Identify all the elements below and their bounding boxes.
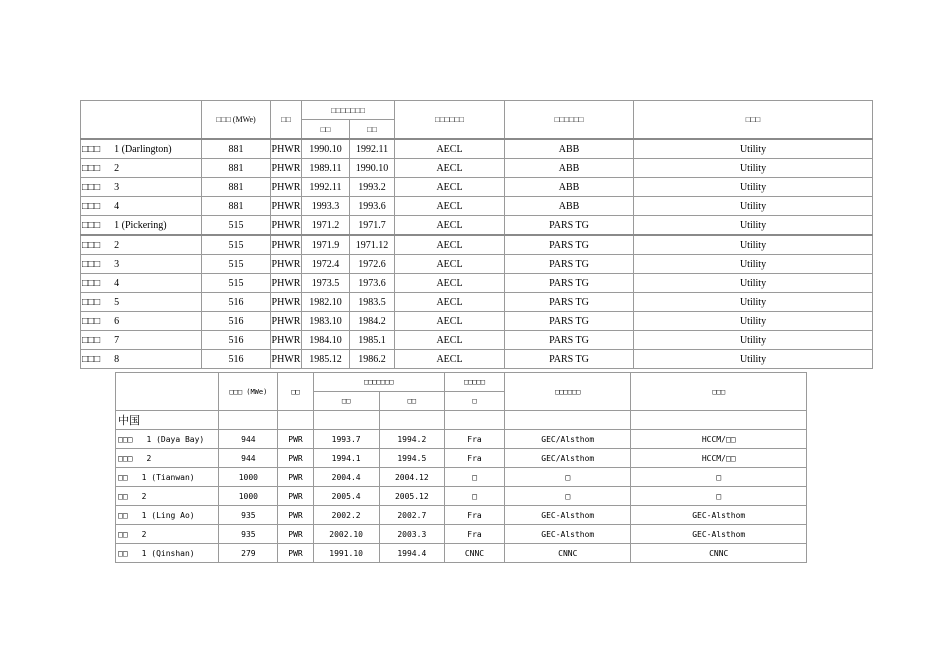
unit-name-cell [81, 178, 202, 197]
capacity-cell: 1000 [219, 487, 278, 506]
end-date-cell: 1993.6 [350, 197, 395, 216]
header-date1: □□ [302, 120, 350, 140]
designer-cell: □ [444, 487, 504, 506]
capacity-cell: 881 [202, 139, 271, 159]
table-header-row [116, 373, 807, 392]
table-row [116, 449, 807, 468]
builder-cell: Utility [634, 350, 873, 369]
unit-number: 1 (Pickering) [114, 219, 167, 231]
turbine-cell: GEC/Alsthom [505, 430, 631, 449]
unit-prefix: □□□ [82, 296, 101, 308]
unit-name-cell [116, 430, 219, 449]
turbine-cell: PARS TG [505, 235, 634, 255]
end-date-cell: 2002.7 [379, 506, 444, 525]
type-cell: PHWR [271, 331, 302, 350]
type-cell: PHWR [271, 178, 302, 197]
type-cell: PHWR [271, 216, 302, 236]
end-date-cell: 2005.12 [379, 487, 444, 506]
unit-prefix: □□ [118, 472, 128, 482]
start-date-cell: 2002.2 [313, 506, 379, 525]
unit-number: 4 [114, 200, 120, 212]
unit-name-cell [81, 255, 202, 274]
builder-cell: Utility [634, 197, 873, 216]
unit-prefix: □□□ [82, 181, 101, 193]
type-cell: PHWR [271, 235, 302, 255]
start-date-cell: 1992.11 [302, 178, 350, 197]
country-label: 中国 [116, 411, 219, 430]
capacity-cell: 516 [202, 331, 271, 350]
builder-cell: GEC-Alsthom [631, 506, 807, 525]
unit-name-cell [81, 197, 202, 216]
table-row [116, 487, 807, 506]
end-date-cell: 1994.4 [379, 544, 444, 563]
table-row [81, 293, 873, 312]
unit-prefix: □□□ [118, 453, 133, 463]
end-date-cell: 1994.2 [379, 430, 444, 449]
designer-cell: AECL [395, 274, 505, 293]
designer-cell: AECL [395, 350, 505, 369]
unit-number: 8 [114, 353, 120, 365]
start-date-cell: 1993.7 [313, 430, 379, 449]
designer-cell: AECL [395, 216, 505, 236]
designer-cell: CNNC [444, 544, 504, 563]
unit-number: 1 (Tianwan) [141, 472, 195, 482]
capacity-cell: 515 [202, 255, 271, 274]
designer-cell: AECL [395, 312, 505, 331]
unit-number: 2 [146, 453, 152, 463]
table-row [81, 312, 873, 331]
table-row [81, 331, 873, 350]
table-row [81, 255, 873, 274]
unit-name-cell [81, 235, 202, 255]
capacity-cell: 935 [219, 506, 278, 525]
table-row [81, 139, 873, 159]
turbine-cell: ABB [505, 159, 634, 178]
type-cell: PWR [278, 468, 313, 487]
header-date2: □□ [379, 392, 444, 411]
table-body [116, 430, 807, 563]
start-date-cell: 1982.10 [302, 293, 350, 312]
header-date2: □□ [350, 120, 395, 140]
unit-number: 5 [114, 296, 120, 308]
unit-name-cell [116, 468, 219, 487]
unit-number: 1 (Daya Bay) [146, 434, 205, 444]
turbine-cell: PARS TG [505, 293, 634, 312]
unit-prefix: □□□ [82, 219, 101, 231]
capacity-cell: 279 [219, 544, 278, 563]
builder-cell: Utility [634, 331, 873, 350]
designer-cell: AECL [395, 255, 505, 274]
builder-cell: CNNC [631, 544, 807, 563]
designer-cell: Fra [444, 449, 504, 468]
unit-name-cell [116, 487, 219, 506]
type-cell: PHWR [271, 350, 302, 369]
header-dates-group: □□□□□□□ [302, 101, 395, 120]
table-header-row [81, 101, 873, 120]
table-row [81, 216, 873, 236]
type-cell: PHWR [271, 293, 302, 312]
turbine-cell: GEC-Alsthom [505, 506, 631, 525]
table-row [116, 468, 807, 487]
end-date-cell: 1984.2 [350, 312, 395, 331]
builder-cell: GEC-Alsthom [631, 525, 807, 544]
unit-prefix: □□□ [82, 143, 101, 155]
header-type: □□ [271, 101, 302, 140]
unit-number: 7 [114, 334, 120, 346]
builder-cell: Utility [634, 274, 873, 293]
type-cell: PWR [278, 506, 313, 525]
table-row [116, 430, 807, 449]
builder-cell: □ [631, 487, 807, 506]
unit-prefix: □□ [118, 548, 128, 558]
builder-cell: Utility [634, 235, 873, 255]
country-row [116, 411, 807, 430]
start-date-cell: 1993.3 [302, 197, 350, 216]
capacity-cell: 516 [202, 293, 271, 312]
start-date-cell: 1990.10 [302, 139, 350, 159]
header-name-cell [81, 101, 202, 140]
end-date-cell: 1986.2 [350, 350, 395, 369]
builder-cell: Utility [634, 159, 873, 178]
designer-cell: Fra [444, 506, 504, 525]
end-date-cell: 1993.2 [350, 178, 395, 197]
header-designer: □□□□□ [444, 373, 504, 392]
turbine-cell: PARS TG [505, 216, 634, 236]
unit-number: 2 [114, 239, 120, 251]
turbine-cell: ABB [505, 197, 634, 216]
type-cell: PHWR [271, 139, 302, 159]
unit-prefix: □□□ [82, 258, 101, 270]
unit-prefix: □□ [118, 529, 128, 539]
type-cell: PHWR [271, 255, 302, 274]
header-turbine: □□□□□□ [505, 101, 634, 140]
start-date-cell: 1971.9 [302, 235, 350, 255]
unit-name-cell [116, 544, 219, 563]
capacity-cell: 944 [219, 430, 278, 449]
designer-cell: AECL [395, 235, 505, 255]
header-designer: □□□□□□ [395, 101, 505, 140]
unit-prefix: □□□ [82, 353, 101, 365]
table-row [81, 235, 873, 255]
type-cell: PHWR [271, 197, 302, 216]
turbine-cell: PARS TG [505, 331, 634, 350]
start-date-cell: 1989.11 [302, 159, 350, 178]
turbine-cell: CNNC [505, 544, 631, 563]
unit-name-cell [81, 312, 202, 331]
header-designer-cont: □ [444, 392, 504, 411]
unit-name-cell [81, 331, 202, 350]
builder-cell: □ [631, 468, 807, 487]
builder-cell: HCCM/□□ [631, 430, 807, 449]
start-date-cell: 1971.2 [302, 216, 350, 236]
end-date-cell: 1992.11 [350, 139, 395, 159]
header-turbine: □□□□□□ [505, 373, 631, 411]
unit-number: 3 [114, 181, 120, 193]
start-date-cell: 1983.10 [302, 312, 350, 331]
table-row [81, 197, 873, 216]
unit-name-cell [81, 350, 202, 369]
start-date-cell: 2002.10 [313, 525, 379, 544]
capacity-cell: 516 [202, 350, 271, 369]
end-date-cell: 1985.1 [350, 331, 395, 350]
start-date-cell: 1972.4 [302, 255, 350, 274]
unit-name-cell [81, 159, 202, 178]
end-date-cell: 1973.6 [350, 274, 395, 293]
reactor-table-canada [80, 100, 873, 369]
unit-prefix: □□□ [82, 239, 101, 251]
unit-name-cell [81, 216, 202, 236]
designer-cell: Fra [444, 430, 504, 449]
start-date-cell: 1985.12 [302, 350, 350, 369]
end-date-cell: 2004.12 [379, 468, 444, 487]
start-date-cell: 1984.10 [302, 331, 350, 350]
header-dates-group: □□□□□□□ [313, 373, 444, 392]
end-date-cell: 1983.5 [350, 293, 395, 312]
designer-cell: Fra [444, 525, 504, 544]
table-row [81, 350, 873, 369]
unit-number: 1 (Qinshan) [141, 548, 195, 558]
capacity-cell: 515 [202, 274, 271, 293]
start-date-cell: 1991.10 [313, 544, 379, 563]
table-row [81, 178, 873, 197]
builder-cell: Utility [634, 293, 873, 312]
turbine-cell: GEC/Alsthom [505, 449, 631, 468]
unit-name-cell [116, 525, 219, 544]
designer-cell: AECL [395, 197, 505, 216]
unit-name-cell [116, 506, 219, 525]
unit-number: 6 [114, 315, 120, 327]
capacity-cell: 881 [202, 159, 271, 178]
turbine-cell: ABB [505, 139, 634, 159]
header-name-cell [116, 373, 219, 411]
header-builder: □□□ [634, 101, 873, 140]
type-cell: PHWR [271, 159, 302, 178]
unit-prefix: □□□ [82, 277, 101, 289]
type-cell: PWR [278, 525, 313, 544]
type-cell: PHWR [271, 274, 302, 293]
builder-cell: Utility [634, 312, 873, 331]
type-cell: PWR [278, 487, 313, 506]
header-capacity: □□□ (MWe) [202, 101, 271, 140]
unit-number: 1 (Ling Ao) [141, 510, 195, 520]
unit-number: 2 [141, 529, 147, 539]
builder-cell: Utility [634, 216, 873, 236]
type-cell: PWR [278, 430, 313, 449]
turbine-cell: PARS TG [505, 350, 634, 369]
capacity-cell: 515 [202, 216, 271, 236]
start-date-cell: 2004.4 [313, 468, 379, 487]
end-date-cell: 1994.5 [379, 449, 444, 468]
unit-prefix: □□□ [82, 162, 101, 174]
turbine-cell: PARS TG [505, 312, 634, 331]
builder-cell: Utility [634, 178, 873, 197]
unit-prefix: □□□ [82, 334, 101, 346]
unit-prefix: □□□ [82, 315, 101, 327]
designer-cell: □ [444, 468, 504, 487]
header-type: □□ [278, 373, 313, 411]
capacity-cell: 516 [202, 312, 271, 331]
start-date-cell: 1973.5 [302, 274, 350, 293]
type-cell: PWR [278, 449, 313, 468]
builder-cell: HCCM/□□ [631, 449, 807, 468]
type-cell: PWR [278, 544, 313, 563]
capacity-cell: 881 [202, 197, 271, 216]
end-date-cell: 1971.7 [350, 216, 395, 236]
capacity-cell: 1000 [219, 468, 278, 487]
header-builder: □□□ [631, 373, 807, 411]
header-date1: □□ [313, 392, 379, 411]
start-date-cell: 2005.4 [313, 487, 379, 506]
unit-number: 1 (Darlington) [114, 143, 172, 155]
unit-name-cell [81, 139, 202, 159]
designer-cell: AECL [395, 178, 505, 197]
table-row [116, 525, 807, 544]
designer-cell: AECL [395, 159, 505, 178]
end-date-cell: 2003.3 [379, 525, 444, 544]
unit-name-cell [81, 274, 202, 293]
table-row [81, 159, 873, 178]
builder-cell: Utility [634, 139, 873, 159]
table-body [81, 139, 873, 369]
unit-prefix: □□ [118, 491, 128, 501]
type-cell: PHWR [271, 312, 302, 331]
capacity-cell: 515 [202, 235, 271, 255]
unit-number: 3 [114, 258, 120, 270]
capacity-cell: 881 [202, 178, 271, 197]
unit-number: 4 [114, 277, 120, 289]
unit-name-cell [81, 293, 202, 312]
reactor-table-china [115, 372, 807, 563]
unit-prefix: □□□ [118, 434, 133, 444]
turbine-cell: □ [505, 487, 631, 506]
unit-number: 2 [114, 162, 120, 174]
turbine-cell: GEC-Alsthom [505, 525, 631, 544]
designer-cell: AECL [395, 293, 505, 312]
designer-cell: AECL [395, 331, 505, 350]
end-date-cell: 1972.6 [350, 255, 395, 274]
unit-name-cell [116, 449, 219, 468]
turbine-cell: ABB [505, 178, 634, 197]
unit-prefix: □□□ [82, 200, 101, 212]
builder-cell: Utility [634, 255, 873, 274]
header-capacity: □□□ (MWe) [219, 373, 278, 411]
table-row [116, 544, 807, 563]
unit-prefix: □□ [118, 510, 128, 520]
turbine-cell: PARS TG [505, 274, 634, 293]
end-date-cell: 1990.10 [350, 159, 395, 178]
end-date-cell: 1971.12 [350, 235, 395, 255]
capacity-cell: 944 [219, 449, 278, 468]
turbine-cell: PARS TG [505, 255, 634, 274]
table-row [116, 506, 807, 525]
capacity-cell: 935 [219, 525, 278, 544]
unit-number: 2 [141, 491, 147, 501]
table-row [81, 274, 873, 293]
designer-cell: AECL [395, 139, 505, 159]
start-date-cell: 1994.1 [313, 449, 379, 468]
turbine-cell: □ [505, 468, 631, 487]
